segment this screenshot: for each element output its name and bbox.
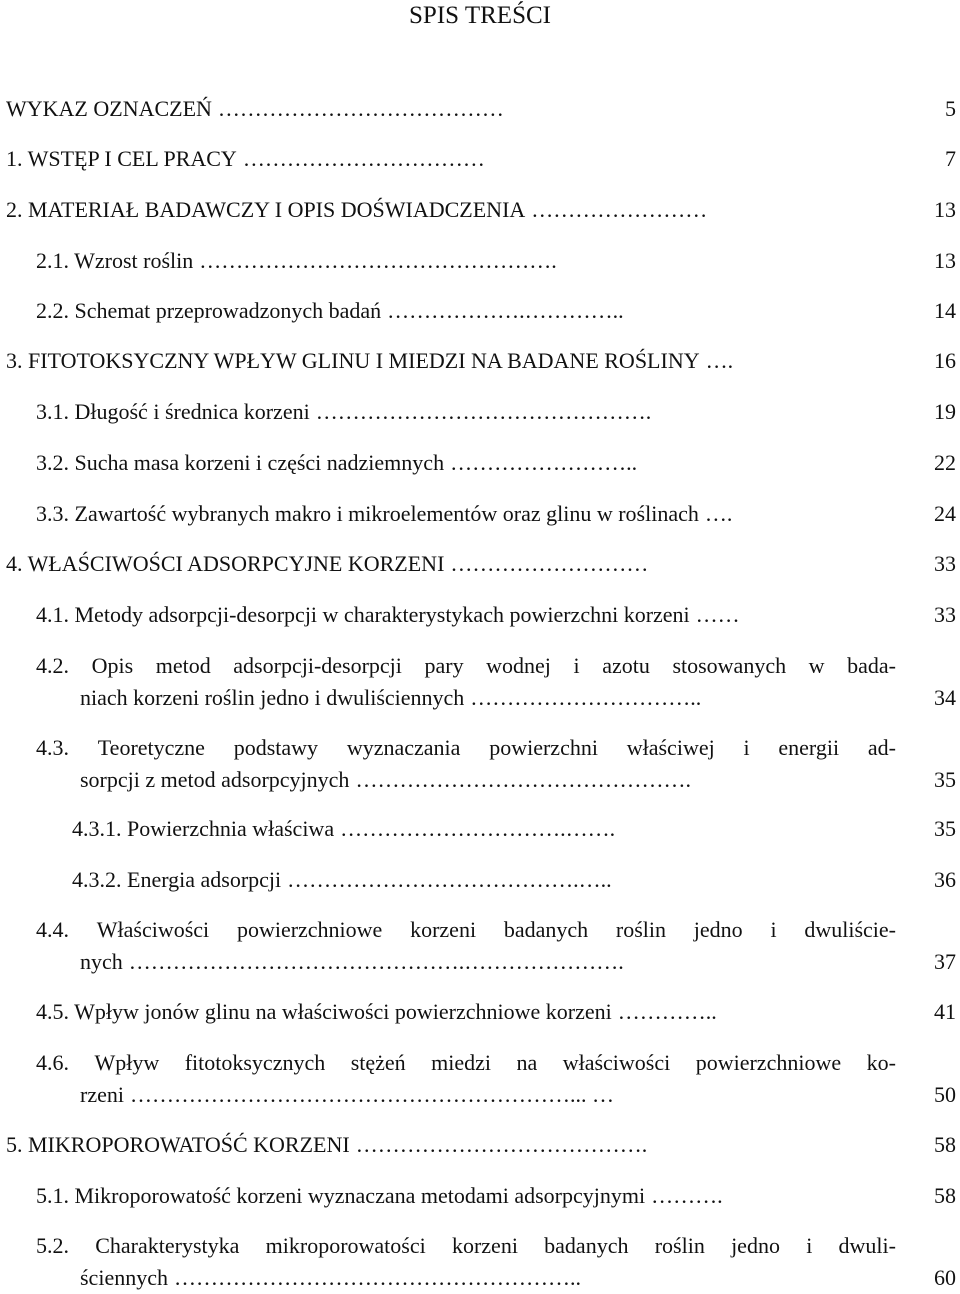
toc-title-word: powierzchni <box>489 735 598 760</box>
toc-page-number: 37 <box>934 949 956 974</box>
toc-entry[interactable] <box>36 732 896 796</box>
toc-page-number: 24 <box>934 501 956 526</box>
toc-entry-title: 4. WŁAŚCIWOŚCI ADSORPCYJNE KORZENI <box>6 551 445 576</box>
toc-title-word: jedno <box>731 1233 780 1258</box>
toc-page-number: 14 <box>934 298 956 323</box>
toc-page-number: 33 <box>934 602 956 627</box>
toc-leader-dots: ……………………………………………….. <box>173 1265 581 1290</box>
toc-entry-title <box>36 1230 896 1262</box>
toc-page-number: 34 <box>934 685 956 710</box>
toc-entry-title <box>36 1047 896 1079</box>
toc-entry[interactable] <box>72 864 886 896</box>
toc-title-word: w <box>808 653 825 678</box>
toc-title-word: jedno <box>693 917 743 942</box>
toc-title-word: azotu <box>602 653 650 678</box>
toc-entry-title: 3.2. Sucha masa korzeni i części nadziemnych <box>36 450 445 475</box>
toc-title-word: dwuli- <box>838 1233 896 1258</box>
toc-entry[interactable] <box>36 996 886 1028</box>
toc-title-word: wodnej <box>486 653 551 678</box>
page-title: SPIS TREŚCI <box>409 2 551 29</box>
toc-title-word: powierzchniowe <box>695 1050 842 1075</box>
toc-leader-dots: …. <box>705 348 734 373</box>
toc-leader-dots: …………………….. <box>450 450 638 475</box>
toc-title-word: roślin <box>615 917 667 942</box>
toc-leader-dots: ………………………….. <box>470 685 702 710</box>
toc-entry[interactable] <box>36 245 886 277</box>
toc-page-number: 13 <box>934 197 956 222</box>
toc-entry[interactable] <box>6 143 886 175</box>
toc-entry-title <box>36 914 896 946</box>
toc-entry-title: 3.1. Długość i średnica korzeni <box>36 399 310 424</box>
toc-title-word: Właściwości <box>96 917 210 942</box>
toc-title-word: badanych <box>544 1233 629 1258</box>
toc-entry[interactable] <box>72 813 886 845</box>
toc-leader-dots: ………………………….……. <box>340 816 616 841</box>
toc-entry-title: 4.3.1. Powierzchnia właściwa <box>72 816 335 841</box>
toc-entry[interactable] <box>36 914 896 978</box>
toc-entry[interactable] <box>6 1129 886 1161</box>
toc-entry[interactable] <box>6 194 886 226</box>
toc-leader-dots: ………….. <box>617 999 717 1024</box>
toc-title-word: powierzchniowe <box>236 917 383 942</box>
toc-title-word: i <box>770 917 777 942</box>
toc-title-word: stężeń <box>350 1050 406 1075</box>
toc-entry-title: 4.5. Wpływ jonów glinu na właściwości powierzchniowe korzeni <box>36 999 612 1024</box>
toc-title-word: Opis <box>91 653 134 678</box>
toc-entry[interactable] <box>36 295 886 327</box>
toc-entry[interactable] <box>36 498 886 530</box>
toc-entry[interactable] <box>36 396 886 428</box>
toc-title-word: energii <box>778 735 840 760</box>
toc-title-word: właściwości <box>562 1050 671 1075</box>
toc-entry-title: 2. MATERIAŁ BADAWCZY I OPIS DOŚWIADCZENIA <box>6 197 526 222</box>
toc-page-number: 58 <box>934 1183 956 1208</box>
toc-entry[interactable] <box>6 93 886 125</box>
toc-leader-dots: …………………… <box>531 197 708 222</box>
toc-entry-title: 3. FITOTOKSYCZNY WPŁYW GLINU I MIEDZI NA BADANE ROŚLINY <box>6 348 700 373</box>
toc-leader-dots: ……………….………….. <box>387 298 624 323</box>
toc-title-word: adsorpcji-desorpcji <box>233 653 402 678</box>
toc-entry-title: WYKAZ OZNACZEŃ <box>6 96 212 121</box>
toc-title-word: mikroporowatości <box>265 1233 426 1258</box>
toc-entry-title: 2.2. Schemat przeprowadzonych badań <box>36 298 382 323</box>
toc-page-number: 50 <box>934 1082 956 1107</box>
toc-title-word: bada- <box>847 653 896 678</box>
toc-title-word: fitotoksycznych <box>184 1050 326 1075</box>
toc-title-word: właściwej <box>626 735 715 760</box>
toc-title-word: na <box>516 1050 538 1075</box>
toc-leader-dots: ………………………………………. <box>355 767 691 792</box>
toc-page-number: 16 <box>934 348 956 373</box>
toc-page-number: 13 <box>934 248 956 273</box>
toc-title-word: i <box>743 735 750 760</box>
toc-leader-dots: …… <box>695 602 740 627</box>
toc-title-word: 5.2. <box>36 1233 69 1258</box>
toc-entry[interactable] <box>36 650 896 714</box>
toc-entry-title-continued: sorpcji z metod adsorpcyjnych <box>80 767 350 792</box>
toc-title-word: badanych <box>503 917 589 942</box>
toc-entry[interactable] <box>36 1047 896 1111</box>
toc-page-number: 35 <box>934 816 956 841</box>
toc-title-word: wyznaczania <box>346 735 461 760</box>
toc-leader-dots: ……………………… <box>450 551 649 576</box>
toc-entry[interactable] <box>6 548 886 580</box>
toc-title-word: ad- <box>867 735 896 760</box>
toc-entry-title-continued: rzeni <box>80 1082 124 1107</box>
toc-entry-title-continued: nych <box>80 949 123 974</box>
toc-title-word: korzeni <box>410 917 477 942</box>
toc-entry-title <box>36 732 896 764</box>
toc-title-word: 4.3. <box>36 735 69 760</box>
toc-title-word: Charakterystyka <box>95 1233 240 1258</box>
toc-leader-dots: …………………………………………. <box>199 248 557 273</box>
toc-title-word: korzeni <box>451 1233 518 1258</box>
toc-leader-dots: …………………………… <box>242 146 485 171</box>
toc-leader-dots: ……………………………………….…………………. <box>128 949 624 974</box>
toc-page-number: 60 <box>934 1265 956 1290</box>
toc-leader-dots: ………………………………… <box>217 96 504 121</box>
toc-page-number: 22 <box>934 450 956 475</box>
toc-entry[interactable] <box>6 345 886 377</box>
toc-leader-dots: ………. <box>651 1183 723 1208</box>
toc-entry[interactable] <box>36 599 886 631</box>
toc-page-number: 35 <box>934 767 956 792</box>
toc-title-word: 4.2. <box>36 653 69 678</box>
toc-entry-title: 1. WSTĘP I CEL PRACY <box>6 146 237 171</box>
toc-leader-dots: ………………………………………. <box>315 399 652 424</box>
toc-title-word: dwuliście- <box>804 917 896 942</box>
toc-entry-title-continued: niach korzeni roślin jedno i dwuliściennych <box>80 685 465 710</box>
toc-title-word: stosowanych <box>672 653 787 678</box>
toc-page-number: 36 <box>934 867 956 892</box>
toc-page-number: 33 <box>934 551 956 576</box>
toc-page-number: 41 <box>934 999 956 1024</box>
toc-leader-dots: ………………………………….….. <box>287 867 612 892</box>
toc-title-word: ko- <box>866 1050 896 1075</box>
toc-title-word: Teoretyczne <box>97 735 205 760</box>
toc-entry[interactable] <box>36 447 886 479</box>
toc-title-word: roślin <box>654 1233 705 1258</box>
toc-title-word: podstawy <box>233 735 319 760</box>
toc-entry[interactable] <box>36 1180 886 1212</box>
toc-leader-dots: …………………………………. <box>355 1132 648 1157</box>
toc-page-number: 19 <box>934 399 956 424</box>
toc-leader-dots: …. <box>704 501 733 526</box>
toc-page-number: 7 <box>945 146 956 171</box>
toc-entry-title <box>36 650 896 682</box>
toc-title-word: 4.6. <box>36 1050 69 1075</box>
toc-title-word: Wpływ <box>94 1050 160 1075</box>
toc-page-number: 58 <box>934 1132 956 1157</box>
toc-entry-title: 4.3.2. Energia adsorpcji <box>72 867 282 892</box>
toc-title-word: miedzi <box>431 1050 492 1075</box>
toc-title-word: i <box>573 653 580 678</box>
toc-title-word: i <box>806 1233 813 1258</box>
toc-entry[interactable] <box>36 1230 896 1294</box>
toc-entry-title: 5.1. Mikroporowatość korzeni wyznaczana metodami adsorpcyjnymi <box>36 1183 646 1208</box>
toc-entry-title: 5. MIKROPOROWATOŚĆ KORZENI <box>6 1132 350 1157</box>
toc-title-word: 4.4. <box>36 917 69 942</box>
toc-entry-title: 4.1. Metody adsorpcji-desorpcji w charakterystykach powierzchni korzeni <box>36 602 690 627</box>
toc-title-word: pary <box>424 653 464 678</box>
toc-title-word: metod <box>155 653 211 678</box>
toc-entry-title-continued: ściennych <box>80 1265 168 1290</box>
toc-page-number: 5 <box>945 96 956 121</box>
toc-entry-title: 2.1. Wzrost roślin <box>36 248 194 273</box>
toc-entry-title: 3.3. Zawartość wybranych makro i mikroelementów oraz glinu w roślinach <box>36 501 699 526</box>
toc-leader-dots: ……………………………………………………... … <box>129 1082 614 1107</box>
